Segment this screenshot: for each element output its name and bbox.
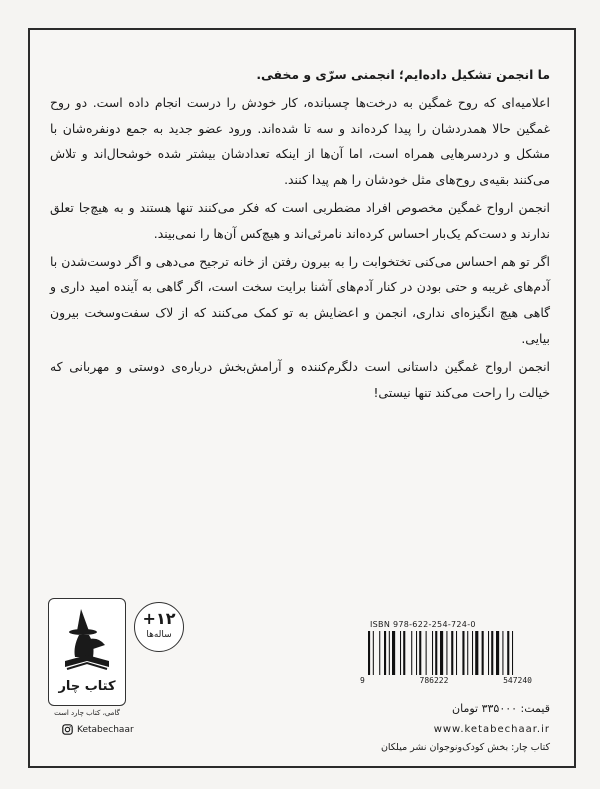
blurb-paragraph-intro: ما انجمن تشکیل داده‌ایم؛ انجمنی سرّی و مخفی.	[256, 67, 550, 82]
age-badge	[134, 602, 184, 652]
blurb-paragraph: اعلامیه‌ای که روح غمگین به درخت‌ها چسبانده، کار خودش را درست انجام داده است. دو روح غمگین حالا همدردشان را پیدا کرده‌اند و سه تا شده‌اند. ورود عضو جدید به جمع دونفره‌شان با مشکل و دردسرهایی همراه است، اما آن‌ها از اینکه تعدادشان بیشتر شده خوشحال‌اند و تلاش می‌کنند بقیه‌ی روح‌های مثل خودشان را هم پیدا کنند.	[50, 94, 550, 188]
logo-slogan: گامی، کتاب چارد است	[54, 709, 120, 717]
instagram-icon	[62, 724, 73, 735]
barcode-icon	[354, 631, 550, 675]
publisher-logo	[48, 598, 126, 706]
price-label: قیمت: ۳۳۵۰۰۰ تومان	[452, 702, 550, 715]
age-number: ۱۲+	[142, 609, 176, 628]
barcode-digit-group: 786222	[419, 676, 449, 685]
website-url: www.ketabechaar.ir	[433, 724, 550, 735]
witch-on-book-icon	[59, 605, 115, 677]
age-unit: ساله‌ها	[146, 630, 172, 640]
barcode-block	[354, 620, 550, 692]
barcode-digits	[354, 676, 550, 685]
isbn-text: ISBN 978-622-254-724-0	[370, 620, 476, 629]
barcode-digit-group: 547240	[503, 676, 532, 685]
blurb-text	[50, 62, 550, 405]
blurb-paragraph: انجمن ارواح غمگین داستانی است دلگرم‌کننده و آرامش‌بخش درباره‌ی دوستی و مهربانی که خیالت را راحت می‌کند تنها نیستی!	[50, 358, 550, 400]
blurb-paragraph: انجمن ارواح غمگین مخصوص افراد مضطربی است که فکر می‌کنند تنها هستند و به هیچ‌جا تعلق ندارند و دست‌کم یک‌بار احساس کرده‌اند نامرئی‌اند و هیچ‌کس آن‌ها را نمی‌بیند.	[50, 199, 550, 241]
instagram-label: Ketabechaar	[77, 724, 134, 735]
logo-name: کتاب چار	[58, 679, 116, 694]
instagram-handle	[62, 724, 134, 735]
publisher-line: کتاب چار: بخش کودک‌ونوجوان نشر میلکان	[380, 742, 550, 753]
blurb-paragraph: اگر تو هم احساس می‌کنی تختخوابت را به بیرون رفتن از خانه ترجیح می‌دهی و اگر دوست‌شدن با آدم‌های غریبه و حتی بودن در کنار آدم‌های آشنا برایت سخت است، اگر گاهی به آینده امید داری و گاهی هیچ انگیزه‌ای نداری، انجمن و اعضایش به تو کمک می‌کنند که از لاک سفت‌وسخت بیرون بیایی.	[50, 253, 550, 346]
barcode-digit-group: 9	[360, 676, 365, 685]
